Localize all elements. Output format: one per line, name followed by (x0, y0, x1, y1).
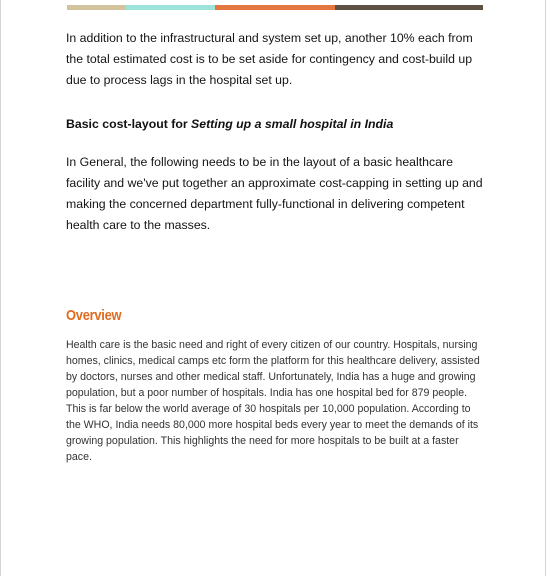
color-bar-segment-brown (335, 5, 483, 10)
cost-layout-heading-emphasis: Setting up a small hospital in India (191, 117, 394, 131)
cost-layout-heading (66, 115, 486, 133)
general-layout-paragraph: In General, the following needs to be in the layout of a basic healthcare facility and we've put together an approximate cost-capping in setting up and making the concerned department fully-functional in delivering competent health care to the masses. (66, 155, 483, 232)
contingency-paragraph: In addition to the infrastructural and system set up, another 10% each from the total estimated cost is to be set aside for contingency and cost-build up due to process lags in the hospital set up. (66, 31, 473, 87)
color-bar-segment-aqua (126, 5, 215, 10)
cost-layout-heading-prefix: Basic cost-layout for (66, 117, 192, 131)
overview-heading: Overview (66, 307, 122, 324)
color-bar-segment-tan (67, 5, 126, 10)
overview-body: Health care is the basic need and right of every citizen of our country. Hospitals, nursing homes, clinics, medical camps etc form the platform for this healthcare delivery, assisted by doctors, nurses and other medical staff. Unfortunately, India has a huge and growing population, but a poor number of hospitals. India has one hospital bed for 879 people. This is far below the world average of 30 hospitals per 10,000 population. According to the WHO, India needs 80,000 more hospital beds every year to meet the demands of its growing population. This highlights the need for more hospitals to be built at a faster pace. (66, 339, 480, 463)
color-bar-segment-orange (215, 5, 335, 10)
header-color-bar (67, 5, 483, 10)
